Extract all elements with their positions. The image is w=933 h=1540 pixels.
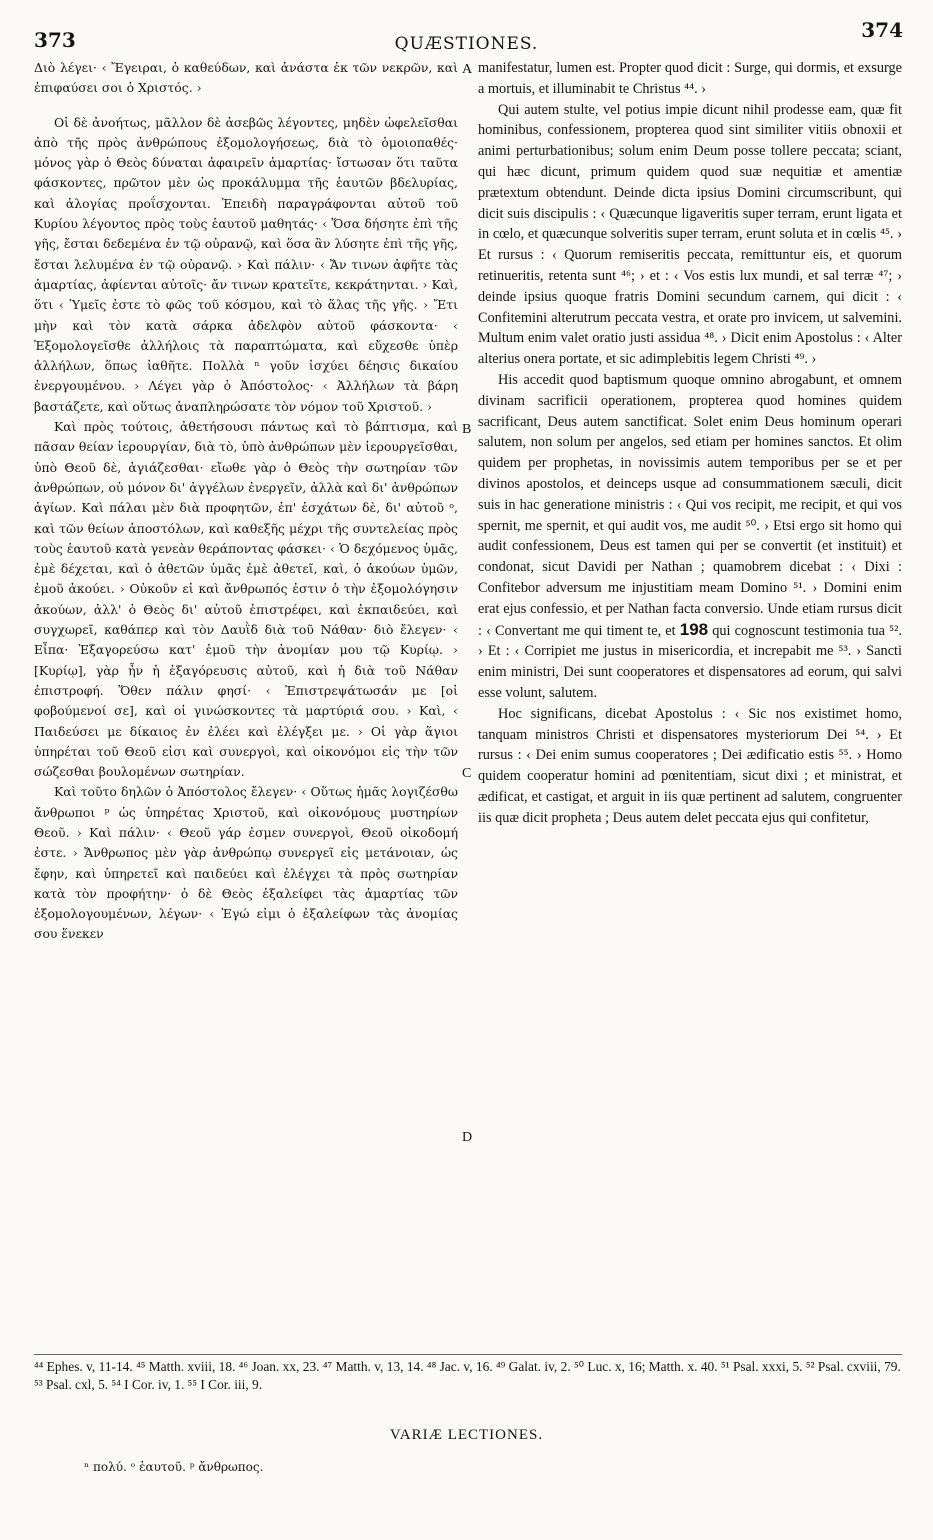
page-number-left: 373: [34, 28, 76, 52]
margin-mark-a: A: [462, 62, 473, 77]
greek-paragraph-3: Καὶ πρὸς τούτοις, ἀθετήσουσι πάντως καὶ τὸ βάπτισμα, καὶ πᾶσαν θείαν ἱερουργίαν, διὰ τὸ, ὑπὸ ἀνθρώπων μὲν ἱερουργεῖσθαι, ὑπὸ Θεοῦ δὲ, ἁγιάζεσθαι· εἴωθε γὰρ ὁ Θεὸς τὴν σωτηρίαν τῶν ἀνθρώπων, οὐ μόνον δι' ἀγγέλων ἐνεργεῖν, ἀλλὰ καὶ δι' ἀνθρώπων ἁγίων. Καὶ πάλαι μὲν διὰ προφητῶν, ἐπ' ἐσχάτων δὲ, δι' αὐτοῦ ᵒ, καὶ τῶν θείων ἀποστόλων, καὶ καθεξῆς μέχρι τῆς συντελείας πρὸς τοὺς ἑαυτοῦ κατὰ γενεὰν θεράποντας φάσκει· ‹ Ὁ δεχόμενος ὑμᾶς, ἐμὲ δέχεται, καὶ ὁ ἀθετῶν ὑμᾶς ἐμὲ ἀθετεῖ, καὶ, ὁ ἀκούων ὑμῶν, ἐμοῦ ἀκούει. › Οὐκοῦν εἰ καὶ ἄνθρωπός ἐστιν ὁ τὴν ἐξομολόγησιν ἀκούων, ἀλλ' ὁ Θεὸς δι' αὐτοῦ ἐπιστρέφει, καὶ ἐκπαιδεύει, καὶ συγχωρεῖ, καθάπερ καὶ τὸν Δαυῒδ διὰ τοῦ Νάθαν· διὸ ἔλεγεν· ‹ Εἶπα· Ἐξαγορεύσω κατ' ἐμοῦ τὴν ἀνομίαν μου τῷ Κυρίῳ. › [Κυρίῳ], γὰρ ἦν ἡ ἐξαγόρευσις αὐτοῦ, καὶ ἡ διὰ τοῦ Νάθαν ἐπιστροφή. Ὅθεν πάλιν φησί· ‹ Ἐπιστρεψάτωσάν με [οἱ φοβούμενοί σε], καὶ οἱ γινώσκοντες τὰ μαρτύριά σου. › Καὶ, ‹ Παιδεύσει με δίκαιος ἐν ἐλέει καὶ ἐλέγξει με. › Οἱ γὰρ ἅγιοι ὑπηρέται τοῦ Θεοῦ εἰσι καὶ συνεργοὶ, καὶ οἰκονόμοι εἰς τὴν τῶν σώζεσθαι βουλομένων σωτηρίαν.: [34, 419, 458, 780]
page-number-right: 374: [861, 18, 903, 42]
latin-paragraph-3-end: qui cognoscunt testimonia tua ⁵². › Et : ‹ Corripiet me justus in misericordia, et increpabit me ⁵³. › Sancti enim ministri, Dei sunt cooperatores et dispensatores ad eorum, qui salvi esse volunt, salutem.: [478, 622, 902, 701]
footnotes: ⁴⁴ Ephes. v, 11-14. ⁴⁵ Matth. xviii, 18. ⁴⁶ Joan. xx, 23. ⁴⁷ Matth. v, 13, 14. ⁴⁸ Jac. v, 16. ⁴⁹ Galat. iv, 2. ⁵⁰ Luc. x, 16; Matth. x. 40. ⁵¹ Psal. xxxi, 5. ⁵² Psal. cxviii, 79. ⁵³ Psal. cxl, 5. ⁵⁴ I Cor. iv, 1. ⁵⁵ I Cor. iii, 9.: [34, 1359, 901, 1392]
greek-paragraph-2: Οἱ δὲ ἀνοήτως, μᾶλλον δὲ ἀσεβῶς λέγοντες, μηδὲν ὠφελεῖσθαι ἀπὸ τῆς πρὸς ἀνθρώπους ἐξομολογήσεως, διὰ τὸ ὁμοιοπαθές· μόνος γὰρ ὁ Θεὸς δύναται ἀφαιρεῖν ἁμαρτίας· ἴστωσαν ὅτι ταῦτα φάσκοντες, πρῶτον μὲν ὡς προκάλυμμα τῆς ἑαυτῶν βδελυρίας, καὶ ἀλογίας προΐσχονται. Ἐπειδὴ παραγράφονται αὐτοῦ τοῦ Κυρίου λέγοντος πρὸς τοὺς ἑαυτοῦ μαθητάς· ‹ Ὅσα δήσητε ἐπὶ τῆς γῆς, ἔσται δεδεμένα ἐν τῷ οὐρανῷ, καὶ ὅσα ἂν λύσητε ἐπὶ τῆς γῆς, ἔσται λελυμένα ἐν τῷ οὐρανῷ. › Καὶ πάλιν· ‹ Ἄν τινων ἀφῆτε τὰς ἁμαρτίας, ἀφίενται αὐτοῖς· ἄν τινων κρατεῖτε, κεκράτηνται. › Καὶ, ὅτι ‹ Ὑμεῖς ἐστε τὸ φῶς τοῦ κόσμου, καὶ τὸ ἅλας τῆς γῆς. › Ἔτι μὴν καὶ τὸν κατὰ σάρκα ἀδελφὸν αὐτοῦ φάσκοντα· ‹ Ἐξομολογεῖσθε ἀλλήλοις τὰ παραπτώματα, καὶ εὔχεσθε ὑπὲρ ἀλλήλων, ὅπως ἰαθῆτε. Πολλὰ ⁿ γοῦν ἰσχύει δέησις δικαίου ἐνεργουμένου. › Λέγει γὰρ ὁ Ἀπόστολος· ‹ Ἀλλήλων τὰ βάρη βαστάζετε, καὶ οὕτως ἀναπληρώσατε τὸν νόμον τοῦ Χριστοῦ. ›: [34, 114, 458, 414]
margin-mark-c: C: [462, 766, 472, 781]
margin-mark-d: D: [462, 1130, 473, 1145]
footnote-divider: [34, 1354, 902, 1355]
margin-marks: [458, 58, 478, 1158]
variae-lectiones-title: VARIÆ LECTIONES.: [389, 1427, 544, 1443]
column-number: 198: [679, 619, 709, 639]
variae-lectiones-text: ⁿ πολύ. ᵒ ἑαυτοῦ. ᵖ ἄνθρωπος.: [84, 1460, 264, 1474]
latin-paragraph-4: Hoc significans, dicebat Apostolus : ‹ Sic nos existimet homo, tanquam ministros Christi et dispensatores mysteriorum Dei ⁵⁴. › Et rursus : ‹ Dei enim sumus cooperatores ; Dei ædificatio estis ⁵⁵. › Homo quidem cooperatur homini ad pœnitentiam, sicut dixi ; et ministrat, et ædificat, et castigat, et arguit in iis quæ pertinent ad salutem, congruenter iis quæ dicit propheta ; Deus autem delet peccata ejus qui confitetur,: [478, 705, 902, 826]
latin-paragraph-2: Qui autem stulte, vel potius impie dicunt nihil prodesse eam, quæ fit hominibus, confessionem, propterea quod sint similiter vitiis obnoxii et animi perturbationibus; solum enim Deum posse tollere peccata; sciant, qui hæc dicunt, primum quidem quod suæ nequitiæ et amentiæ prætextum obtendunt. Deinde dicta ipsius Domini circumscribunt, qui dicit suis discipulis : ‹ Quæcunque ligaveritis super terram, erunt ligata et in cœlo, et quæcunque solveritis super terram, erunt soluta et in cœlis ⁴⁵. › Et rursus : ‹ Quorum remiseritis peccata, remittuntur eis, et quorum retinueritis, retenta sunt ⁴⁶; › et : ‹ Vos estis lux mundi, et sal terræ ⁴⁷; › deinde ipsius quoque fratris Domini secundum carnem, qui dicit : ‹ Confitemini alterutrum peccata vestra, et orate pro invicem, ut salvemini. Multum enim valet oratio justi assidua ⁴⁸. › Dicit enim Apostolus : ‹ Alter alterius onera portate, et sic adimplebitis legem Christi ⁴⁹. ›: [478, 101, 902, 368]
latin-paragraph-1: manifestatur, lumen est. Propter quod dicit : Surge, qui dormis, et exsurge a mortuis, et illuminabit te Christus ⁴⁴. ›: [478, 60, 902, 97]
running-title: QUÆSTIONES.: [394, 34, 539, 54]
greek-paragraph-1: Διὸ λέγει· ‹ Ἔγειραι, ὁ καθεύδων, καὶ ἀνάστα ἐκ τῶν νεκρῶν, καὶ ἐπιφαύσει σοι ὁ Χριστός. ›: [34, 60, 458, 96]
page-header: [28, 18, 905, 58]
greek-column: [34, 58, 458, 945]
latin-column: [478, 58, 902, 828]
latin-paragraph-3-start: His accedit quod baptismum quoque omnino abrogabunt, et omnem divinam sacrificii operationem, propterea quod homines quidem sacrificant, Deus autem sanctificat. Solet enim Deus hominum operari salutem, non solum per angelos, sed etiam per homines sanctos. Et olim quidem per prophetas, in novissimis autem temporibus per se et per divinos apostolos, et deinceps usque ad consummationem sæculi, dicit suis in hac generatione ministris : ‹ Qui vos recipit, me recipit, et qui vos spernit, me spernit, et qui audit vos, me audit ⁵⁰. › Etsi ergo sit homo qui audit confessionem, Deus est tamen qui per se convertit (et instituit) et condonat, sicut Davidi per Nathan ; quamobrem dicebat : ‹ Dixi : Confitebor adversum me injustitiam meam Domino ⁵¹. › Domini enim erat ejus confessio, et per Nathan facta conversio. Unde etiam rursus dicit : ‹ Convertant me qui timent te, et: [478, 371, 902, 639]
latin-paragraph-3: [478, 370, 902, 704]
margin-mark-b: B: [462, 422, 472, 437]
greek-paragraph-4: Καὶ τοῦτο δηλῶν ὁ Ἀπόστολος ἔλεγεν· ‹ Οὕτως ἡμᾶς λογιζέσθω ἄνθρωποι ᵖ ὡς ὑπηρέτας Χριστοῦ, καὶ οἰκονόμους μυστηρίων Θεοῦ. › Καὶ πάλιν· ‹ Θεοῦ γάρ ἐσμεν συνεργοὶ, Θεοῦ οἰκοδομή ἐστε. › Ἄνθρωπος μὲν γὰρ ἀνθρώπῳ συνεργεῖ εἰς μετάνοιαν, ὡς ἔφην, καὶ ὑπηρετεῖ καὶ παιδεύει καὶ ἐλέγχει τὰ πρὸς σωτηρίαν κατὰ τὸν προφήτην· ὁ δὲ Θεὸς ἐξαλείφει τὰς ἁμαρτίας τῶν ἐξομολογουμένων, λέγων· ‹ Ἐγώ εἰμι ὁ ἐξαλείφων τὰς ἀνομίας σου ἕνεκεν: [34, 784, 458, 942]
